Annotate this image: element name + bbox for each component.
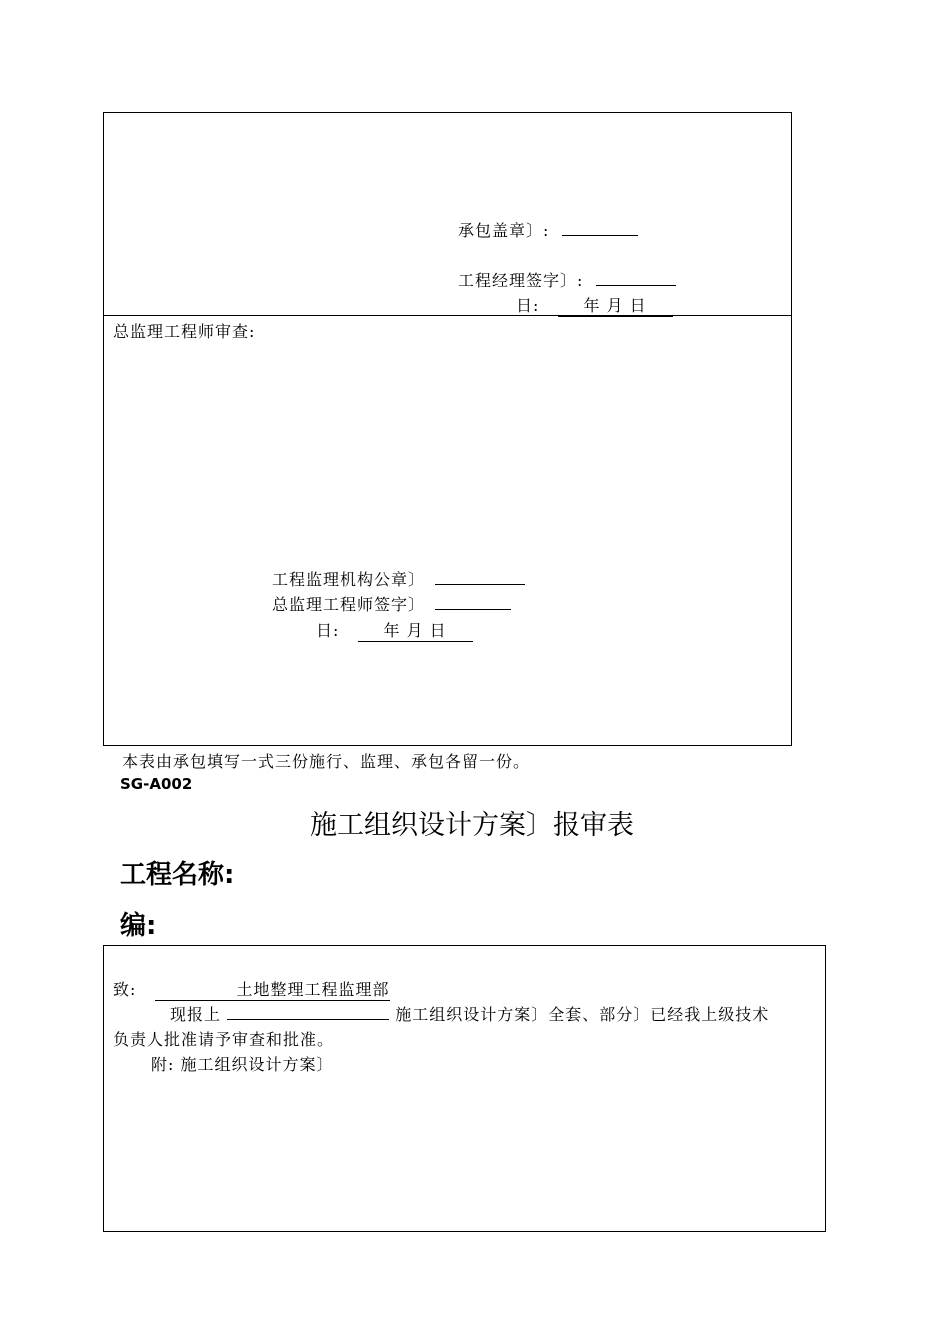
contractor-seal-row <box>458 218 638 241</box>
date2-label: 日: <box>316 621 340 640</box>
date2-row <box>316 618 473 642</box>
footnote: 本表由承包填写一式三份施行、监理、承包各留一份。 <box>122 752 531 771</box>
project-name-label: 工程名称: <box>120 860 235 890</box>
chief-review-label: 总监理工程师审查: <box>113 322 256 341</box>
submission-item-field[interactable] <box>227 1003 389 1020</box>
date-row <box>516 293 673 317</box>
pm-sign-row <box>458 268 676 291</box>
to-label: 致: <box>113 980 137 999</box>
attachment-line: 附: 施工组织设计方案〕 <box>151 1055 334 1074</box>
form-code: SG-A002 <box>120 775 193 793</box>
submission-line-2: 负责人批准请予审查和批准。 <box>113 1030 335 1049</box>
date-label: 日: <box>516 296 540 315</box>
pm-sign-field[interactable] <box>596 269 676 286</box>
submit-prefix: 现报上 <box>170 1005 222 1024</box>
supervision-seal-row <box>272 567 525 590</box>
chief-sign-field[interactable] <box>435 593 511 610</box>
supervision-seal-field[interactable] <box>435 568 525 585</box>
chief-sign-row <box>272 592 511 615</box>
contractor-seal-label: 承包盖章〕: <box>458 221 550 240</box>
pm-sign-label: 工程经理签字〕: <box>458 271 584 290</box>
chief-sign-label: 总监理工程师签字〕 <box>272 595 426 614</box>
date2-fill[interactable]: 年 月 日 <box>358 618 473 642</box>
upper-form-divider <box>103 315 792 316</box>
submission-line-1 <box>170 1002 769 1025</box>
page-title: 施工组织设计方案〕报审表 <box>310 810 634 841</box>
supervision-seal-label: 工程监理机构公章〕 <box>272 570 426 589</box>
date-fill[interactable]: 年 月 日 <box>558 293 673 317</box>
to-row <box>113 977 390 1001</box>
to-recipient[interactable]: 土地整理工程监理部 <box>155 977 390 1001</box>
upper-form-box <box>103 112 792 746</box>
number-label: 编: <box>120 911 157 941</box>
contractor-seal-field[interactable] <box>562 219 638 236</box>
submit-suffix: 施工组织设计方案〕全套、部分〕已经我上级技术 <box>395 1005 770 1024</box>
